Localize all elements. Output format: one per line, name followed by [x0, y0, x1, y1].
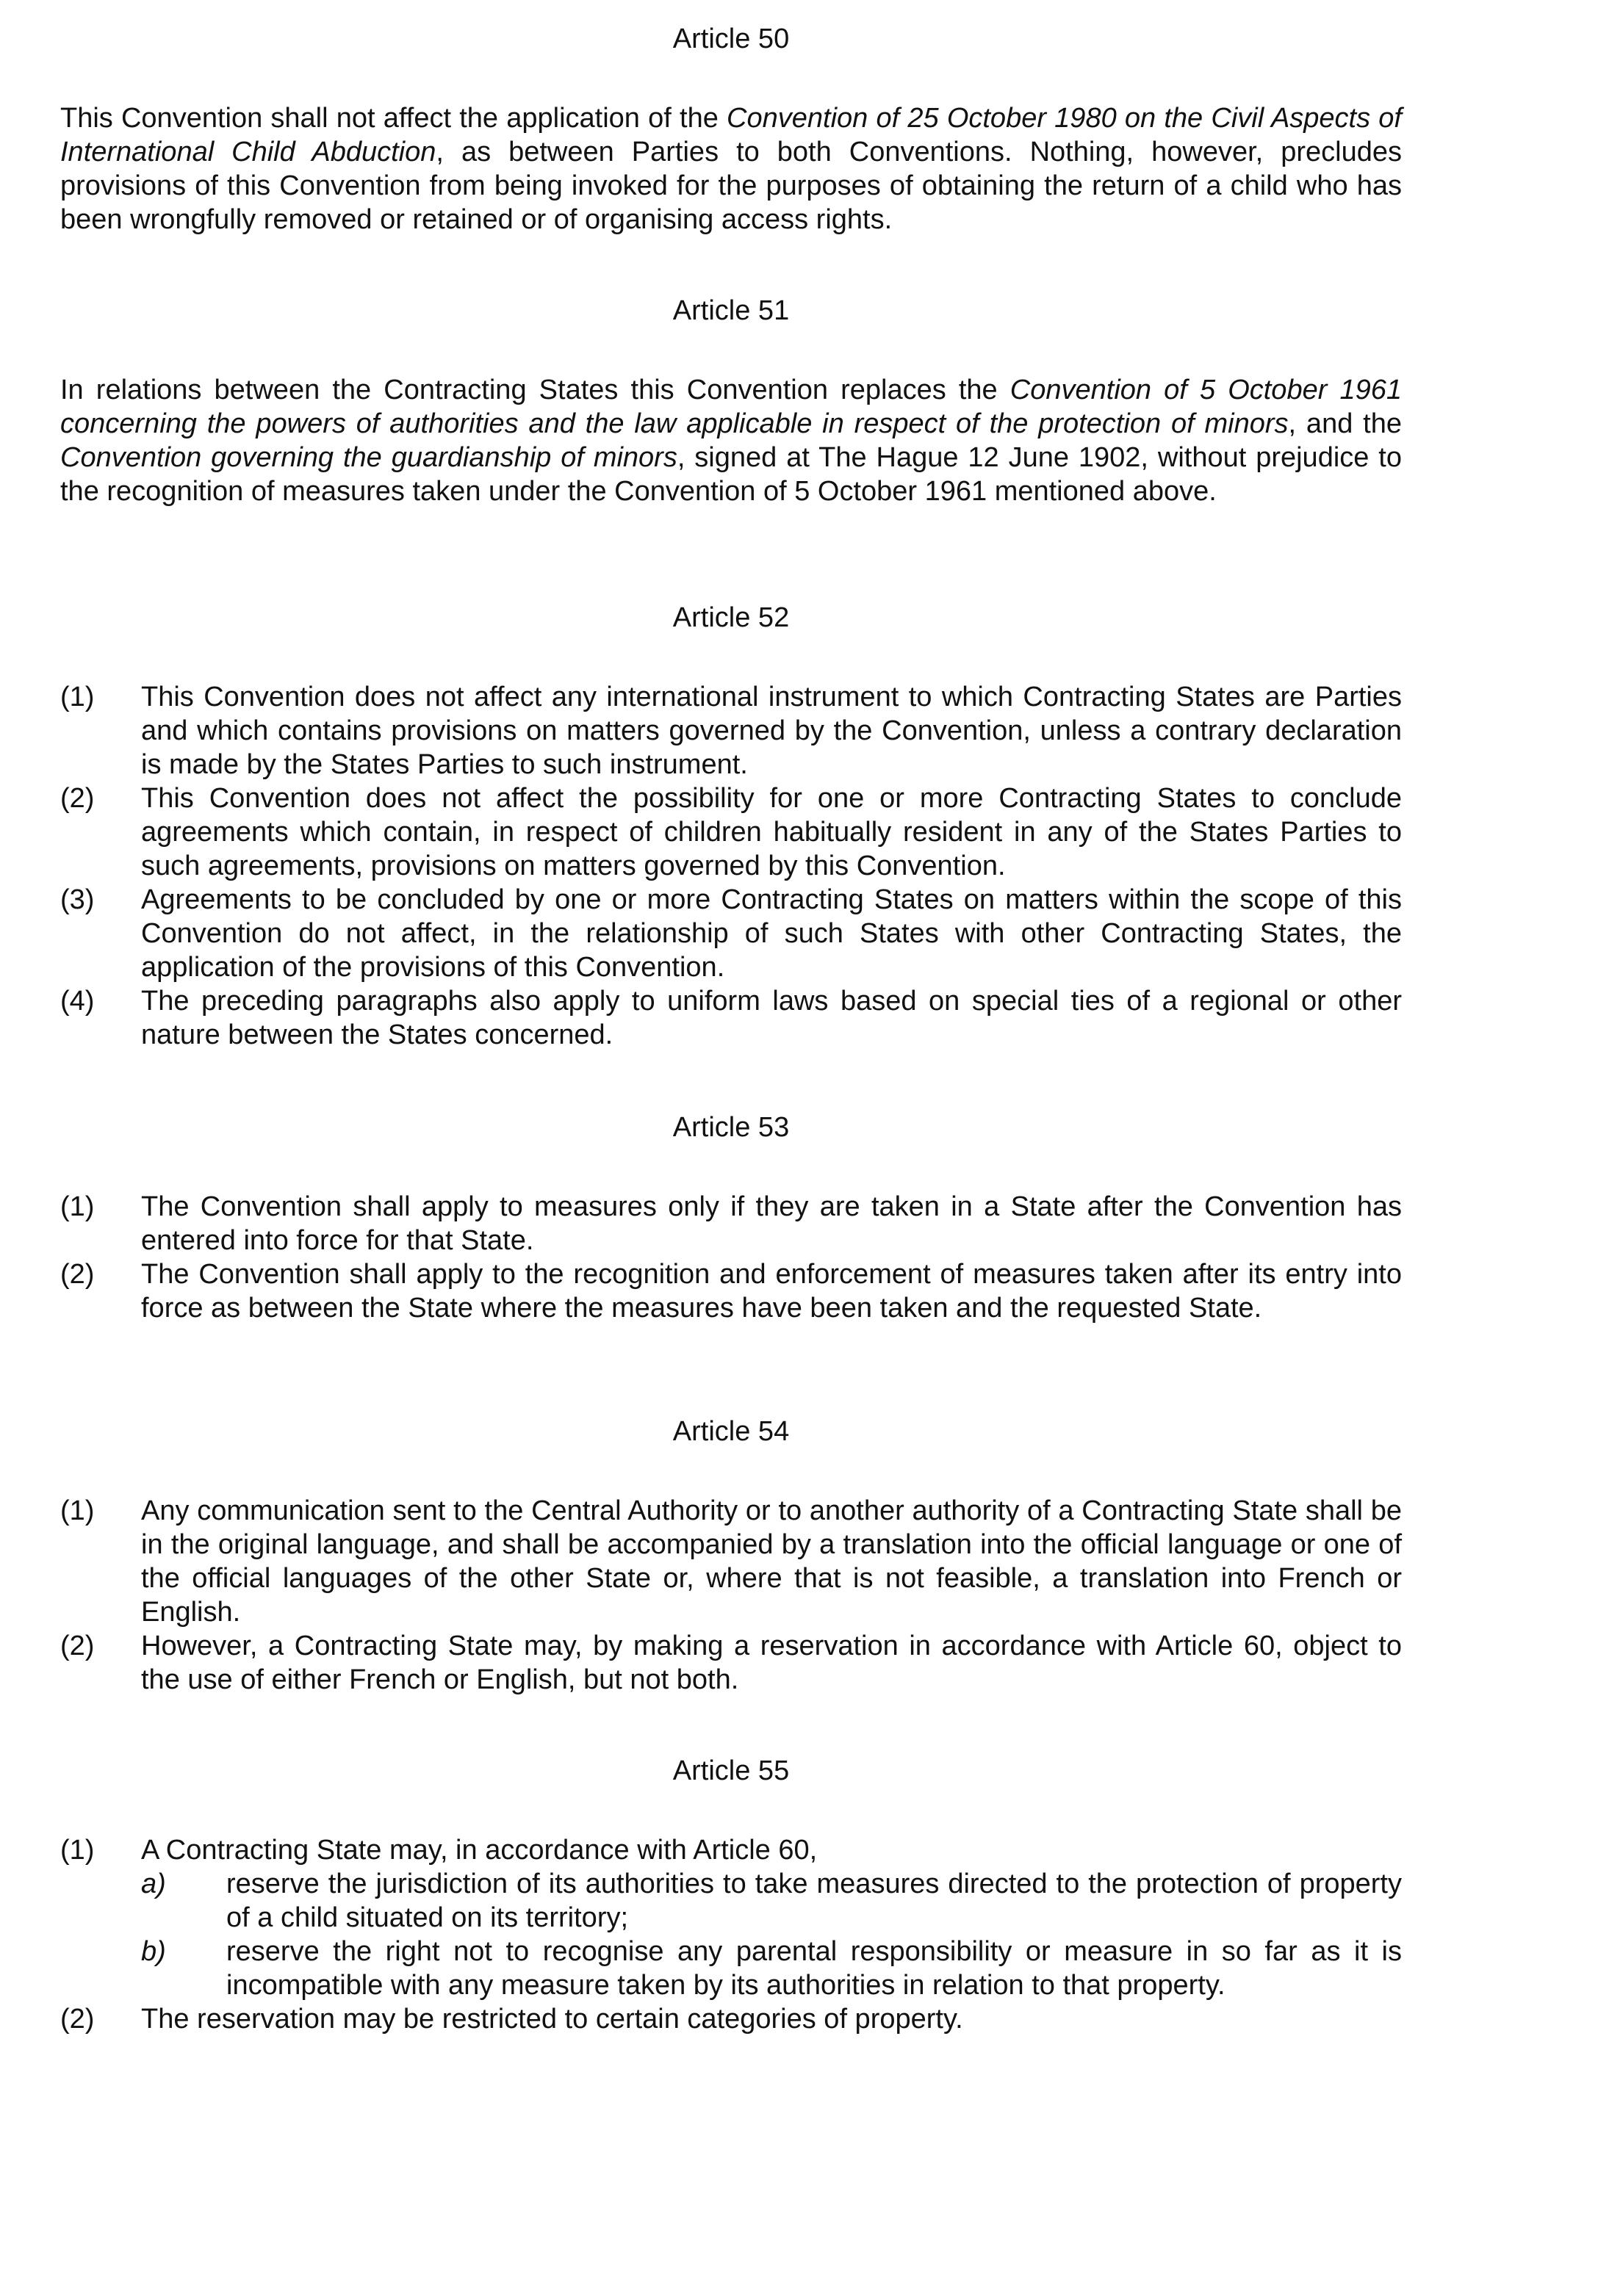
article-paragraph: [60, 373, 1402, 508]
article-heading: Article 54: [672, 1416, 790, 1447]
paragraph-text: , signed at The Hague 12 June 1902, without prejudice to the recognition of measures taken under the Convention of 5 October 1961 mentioned above.: [60, 442, 1403, 507]
item-text: The reservation may be restricted to certain categories of property.: [141, 2004, 963, 2035]
article-heading: Article 51: [672, 295, 790, 326]
convention-title: Convention governing the guardianship of minors: [60, 442, 677, 473]
item-text: A Contracting State may, in accordance with Article 60,: [141, 1835, 818, 1866]
item-text: This Convention does not affect any international instrument to which Contracting States are Parties and which contains provisions on matters governed by the Convention, unless a contrary declaration is made by the States Parties to such instrument.: [141, 682, 1402, 780]
sub-item: [141, 1867, 1402, 1935]
article-heading: Article 53: [672, 1112, 790, 1143]
article-55: [60, 1754, 1402, 2036]
article-50: [60, 22, 1402, 237]
list-item: [60, 1257, 1402, 1325]
paragraph-text: This Convention shall not affect the application of the: [60, 103, 727, 134]
numbered-list: [60, 1494, 1402, 1697]
item-number: (2): [60, 2004, 95, 2035]
list-item: [60, 1629, 1402, 1697]
list-item: [60, 680, 1402, 781]
list-item: [60, 2002, 1402, 2036]
list-item: [60, 883, 1402, 984]
article-heading: Article 52: [672, 602, 790, 633]
item-text: Agreements to be concluded by one or more Contracting States on matters within the scope of this Convention do not affect, in the relationship of such States with other Contracting States, the application of the provisions of this Convention.: [141, 884, 1402, 983]
article-54: [60, 1415, 1402, 1697]
article-51: [60, 294, 1402, 508]
list-item: [60, 781, 1402, 883]
item-number: (1): [60, 1495, 95, 1526]
item-text: However, a Contracting State may, by making a reservation in accordance with Article 60, object to the use of either French or English, but not both.: [141, 1631, 1402, 1695]
item-text: The Convention shall apply to measures only if they are taken in a State after the Convention has entered into force for that State.: [141, 1191, 1402, 1256]
list-item: [60, 1190, 1402, 1257]
item-number: (1): [60, 682, 95, 712]
sub-item-letter: b): [141, 1936, 166, 1967]
item-text: This Convention does not affect the possibility for one or more Contracting States to conclude agreements which contain, in respect of children habitually resident in any of the States Parties to such agreements, provisions on matters governed by this Convention.: [141, 783, 1402, 881]
sub-item-text: reserve the right not to recognise any parental responsibility or measure in so far as it is incompatible with any measure taken by its authorities in relation to that property.: [226, 1936, 1402, 2001]
list-item: [60, 1833, 1402, 2002]
item-text: The preceding paragraphs also apply to uniform laws based on special ties of a regional or other nature between the States concerned.: [141, 986, 1402, 1050]
article-52: [60, 601, 1402, 1052]
numbered-list: [60, 680, 1402, 1052]
convention-title: Convention of 25 October 1980 on the Civil Aspects of International Child Abduction: [60, 103, 1402, 167]
article-heading: Article 55: [672, 1755, 790, 1786]
article-paragraph: [60, 101, 1402, 237]
item-number: (4): [60, 986, 95, 1017]
sub-item-letter: a): [141, 1869, 166, 1899]
paragraph-text: In relations between the Contracting States this Convention replaces the: [60, 375, 1010, 405]
item-number: (1): [60, 1835, 95, 1866]
item-number: (3): [60, 884, 95, 915]
item-number: (2): [60, 783, 95, 814]
convention-title: Convention of 5 October 1961 concerning the powers of authorities and the law applicable in respect of the protection of minors: [60, 375, 1403, 439]
sub-item-text: reserve the jurisdiction of its authorities to take measures directed to the protection of property of a child situated on its territory;: [226, 1869, 1402, 1933]
list-item: [60, 984, 1402, 1052]
numbered-list: [60, 1833, 1402, 2036]
item-number: (1): [60, 1191, 95, 1222]
sub-item: [141, 1935, 1402, 2002]
list-item: [60, 1494, 1402, 1629]
numbered-list: [60, 1190, 1402, 1325]
article-heading: Article 50: [672, 24, 790, 54]
paragraph-text: , and the: [1288, 408, 1402, 439]
paragraph-text: , as between Parties to both Conventions. Nothing, however, precludes provisions of this Convention from being invoked for the purposes of obtaining the return of a child who has been wrongfully removed or retained or of organising access rights.: [60, 137, 1403, 235]
article-53: [60, 1111, 1402, 1325]
item-text: Any communication sent to the Central Authority or to another authority of a Contracting State shall be in the original language, and shall be accompanied by a translation into the official language or one of the official languages of the other State or, where that is not feasible, a translation into French or English.: [141, 1495, 1402, 1628]
item-text: The Convention shall apply to the recognition and enforcement of measures taken after its entry into force as between the State where the measures have been taken and the requested State.: [141, 1259, 1402, 1324]
item-number: (2): [60, 1259, 95, 1290]
item-number: (2): [60, 1631, 95, 1661]
